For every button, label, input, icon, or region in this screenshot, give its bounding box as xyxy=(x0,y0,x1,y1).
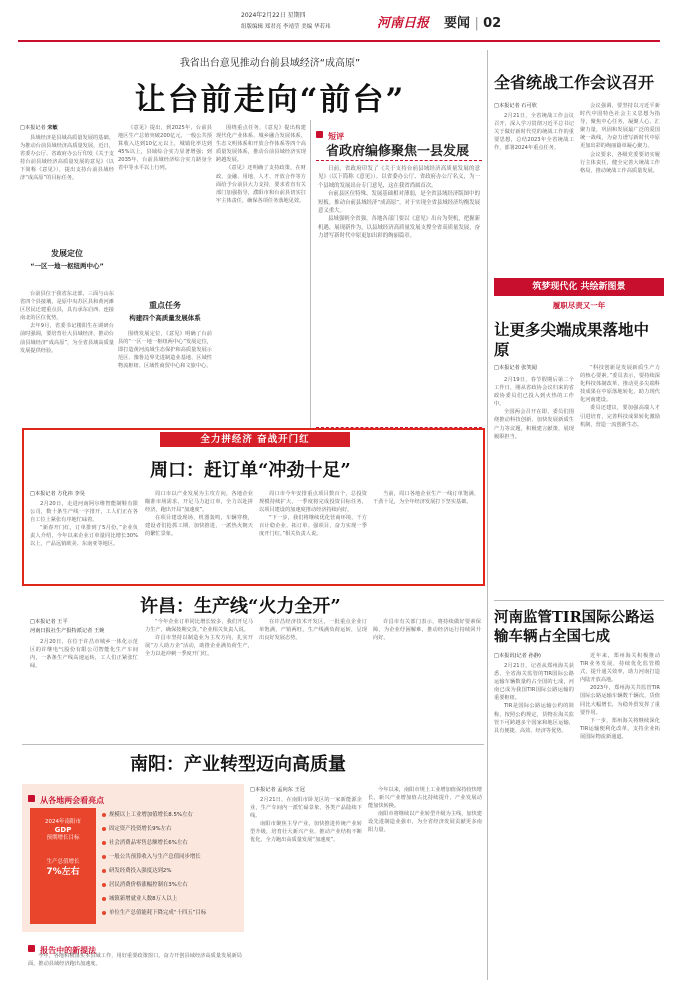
lead-paragraph: 《意见》提出，到2025年，台前县地区生产总值突破200亿元，一般公共预算收入达到10亿元以上，城镇化率达到45%以上，县域综合实力显著增强；到2035年，台前县域经济综合实力跻身全省中等水平以上行列。 xyxy=(118,125,212,172)
column-banner xyxy=(494,278,664,296)
right-bottom-paragraph: 近年来，郑州海关积极推动TIR业务发展，持续优化监管模式，提升通关效率，助力河南打造内陆开放高地。 xyxy=(580,653,660,684)
feature-byline: □本报记者 方化祎 李昊 xyxy=(30,491,85,497)
nanyang-headline: 南阳：产业转型迈向高质量 xyxy=(130,754,346,775)
feature-col3 xyxy=(259,490,367,582)
key-figure-line: 2024年南阳市 xyxy=(45,819,81,825)
infographic-title: 从各地两会看亮点 xyxy=(40,796,105,805)
nanyang-paragraph: 南阳市将继续以产业转型升级为主线，加快建设先进制造业强市，为全省经济发展贡献更多南阳力量。 xyxy=(368,811,482,834)
xuchang-headline: 许昌：生产线“火力全开” xyxy=(140,596,341,617)
lead-paragraph: 县域经济是县域高质量发展的基础。为推动台前县域经济高质量发展，近日，省委办公厅、省政府办公厅印发《关于支持台前县域经济高质量发展的意见》（以下简称《意见》），提出支持台前县域经济“成高原”的目标任务。 xyxy=(20,135,114,182)
right-mid-headline: 让更多尖端成果落地中原 xyxy=(494,320,650,359)
infographic-item xyxy=(102,838,242,852)
column-divider xyxy=(487,50,488,980)
banner-title: 筑梦现代化 共绘新图景 xyxy=(532,282,626,292)
right-top-byline: □本报记者 石可欣 xyxy=(494,103,537,109)
xuchang-col2 xyxy=(145,618,253,736)
short-news-body xyxy=(318,165,480,241)
right-mid-paragraph: 委员还建议，要加强高端人才引进培育，完善科技成果转化激励机制，营造一流创新生态。 xyxy=(580,405,660,428)
right-top-paragraph: 会议强调，要坚持以习近平新时代中国特色社会主义思想为指导，聚焦中心任务，凝聚人心、汇聚力量，巩固和发展最广泛的爱国统一战线，为奋力谱写新时代中原更加出彩的绚丽篇章凝心聚力。 xyxy=(580,103,660,150)
item-text: 固定资产投资增长9%左右 xyxy=(109,826,172,832)
item-text: 社会消费品零售总额增长6%左右 xyxy=(109,840,188,846)
item-text: 规模以上工业增加值增长8.5%左右 xyxy=(109,812,193,818)
infographic-item xyxy=(102,894,242,908)
section-divider xyxy=(22,744,484,745)
infographic-item xyxy=(102,880,242,894)
right-mid-paragraph: 全国两会召开在即，委员们围绕推动科技创新、加快发展新质生产力等议题，积极建言献策，展现履职担当。 xyxy=(494,409,574,440)
bullet-dot-icon xyxy=(102,841,106,845)
lead-col2-bottom xyxy=(118,330,212,430)
bullet-dot-icon xyxy=(102,827,106,831)
short-news-box xyxy=(316,160,482,428)
right-top-paragraph: 会议要求，各级党委要切实履行主体责任，健全完善大统战工作格局，推动统战工作高质量发展。 xyxy=(580,151,660,174)
infographic-item xyxy=(102,866,242,880)
infographic-item xyxy=(102,810,242,824)
subhead-title: 重点任务 xyxy=(149,301,181,310)
issue-date: 2024年2月22日 星期四 xyxy=(241,12,306,19)
feature-col1 xyxy=(30,500,138,582)
newspaper-logo: 河南日报 xyxy=(377,16,430,31)
infographic-item xyxy=(102,852,242,866)
report-strip-text xyxy=(28,952,242,992)
lead-subhead-tasks xyxy=(118,300,212,322)
short-news-paragraph: 县域强则全省强。各地各部门要以《意见》出台为契机，把握新机遇、展现新作为，以县域经济高质量发展支撑全省高质量发展，奋力谱写新时代中原更加出彩的绚丽篇章。 xyxy=(318,216,480,240)
item-text: 研发经费投入强度达到2% xyxy=(109,868,172,874)
xuchang-byline-2: 河南日报社生产报特派记者 王婉 xyxy=(30,628,105,634)
infographic-bullet-icon xyxy=(28,795,35,802)
nanyang-paragraph: 南阳市聚焦主导产业，加快推进传统产业转型升级，培育壮大新兴产业，推动产业结构不断优化，全力跑出高质量发展“加速度”。 xyxy=(250,821,362,844)
lead-col1-bottom xyxy=(20,290,114,430)
feature-paragraph: 2月20日，走进河南阿尔维智能制鞋有限公司，数十条生产线一字排开，工人们正在各自工位上紧张有序地忙碌着。 xyxy=(30,501,138,524)
short-news-paragraph: 台前县区位特殊、发展基础相对薄弱，是全省县域经济版图中的短板。推动台前县域经济“成高原”，对于实现全省县域经济均衡发展意义重大。 xyxy=(318,191,480,215)
lead-col3 xyxy=(216,124,306,430)
nanyang-paragraph: 2月21日，在南阳市卧龙区的一家新能源企业，生产车间内一派忙碌景象，各类产品陆续下线。 xyxy=(250,797,362,820)
lead-col1-top xyxy=(20,134,114,262)
infographic-list xyxy=(102,810,242,922)
xuchang-paragraph: 许昌市有关部门表示，将持续做好要素保障，为企业纾困解难，推动经济运行持续回升向好。 xyxy=(373,619,481,642)
lead-byline xyxy=(20,124,58,131)
lead-subhead-positioning xyxy=(20,248,114,270)
page-number: 02 xyxy=(483,16,502,31)
item-text: 单位生产总值能耗下降完成“十四五”目标 xyxy=(109,910,207,916)
byline-name: 宋敏 xyxy=(47,125,58,131)
right-top-headline: 全省统战工作会议召开 xyxy=(494,73,655,92)
report-strip-title: 报告中的新提法 xyxy=(40,946,97,955)
right-mid-col1 xyxy=(494,376,574,594)
item-text: 居民消费价格涨幅控制在3%左右 xyxy=(109,882,188,888)
xuchang-byline-1: □本报记者 王平 xyxy=(30,619,68,625)
right-bottom-headline: 河南监管TIR国际公路运输车辆占全国七成 xyxy=(494,609,655,645)
key-figure-label: 生产总值增长 xyxy=(46,859,80,865)
feature-ribbon: 全力拼经济 奋战开门红 xyxy=(160,432,350,447)
right-bottom-paragraph: 下一步，郑州海关将继续深化TIR运输便利化改革，支持企业拓展国际物流新通道。 xyxy=(580,717,660,740)
feature-paragraph: “下一步，我们将继续优化营商环境，千方百计稳企业、拓订单、强项目，奋力实现一季度开门红。”相关负责人说。 xyxy=(259,515,367,538)
feature-col2 xyxy=(145,490,253,582)
feature-col4 xyxy=(373,490,479,582)
right-bottom-paragraph: TIR是国际公路运输公约的简称，按照公约规定，货物在海关监管下可跨越多个国家和地区运输，具有便捷、高效、经济等优势。 xyxy=(494,703,574,734)
editors-line: 组版编辑 郑君亮 李靖莹 美编 华若玮 xyxy=(241,24,331,30)
right-top-col1 xyxy=(494,112,574,272)
nanyang-paragraph: 今年以来，南阳市规上工业增加值保持较快增长，新兴产业增加值占比持续提升，产业发展动能加快转换。 xyxy=(368,787,482,810)
right-mid-paragraph: 2月19日，春节假期后第二个工作日，刚从省政协会议归来的省政协委员们已投入到火热的工作中。 xyxy=(494,377,574,408)
byline-label: □本报记者 xyxy=(20,125,46,131)
report-strip-paragraph: 今年，各地积极落实本县域工作，用好重要政策窗口，奋力开创县域经济高质量发展新局面，推动县域经济跑出加速度。 xyxy=(28,953,242,968)
xuchang-paragraph: “今年企业订单同比增长较多，我们开足马力生产，确保按期交货。”企业相关负责人说。 xyxy=(145,619,253,634)
feature-paragraph: 周口市以产业发展为主攻方向，各地企业瞄准市场需求，开足马力赶订单，全力以赴拼经济，跑出开局“加速度”。 xyxy=(145,491,253,514)
right-bottom-col2 xyxy=(580,652,660,992)
header-rule xyxy=(18,40,660,42)
short-news-paragraph: 日前，省政府印发了《关于支持台前县域经济高质量发展的意见》（以下简称《意见》）。以省委办公厅、省政府办公厅名义，为一个县域的发展出台专门意见，这在我省尚属首次。 xyxy=(318,166,480,189)
xuchang-col1 xyxy=(30,638,138,736)
bullet-dot-icon xyxy=(102,813,106,817)
xuchang-paragraph: 2月20日，在位于许昌市城乡一体化示范区的许继电气股份有限公司智能化生产车间内，一条条生产线高速运转，工人们正紧张忙碌。 xyxy=(30,639,138,670)
lead-kicker: 我省出台意见推动台前县域经济“成高原” xyxy=(179,58,361,69)
feature-headline: 周口：赶订单“冲劲十足” xyxy=(150,460,351,481)
right-mid-byline: □本报记者 张笑闻 xyxy=(494,365,537,371)
short-news-label: 短评 xyxy=(328,132,345,141)
subhead-title: 发展定位 xyxy=(51,249,83,258)
bullet-dot-icon xyxy=(102,897,106,901)
section-divider xyxy=(494,600,664,601)
bullet-dot-icon xyxy=(102,869,106,873)
section-title: 要闻 xyxy=(444,16,471,31)
key-figure-line: GDP xyxy=(54,826,72,834)
item-text: 一般公共预算收入与生产总值同步增长 xyxy=(109,854,201,860)
banner-subtitle: 履职尽责又一年 xyxy=(552,301,606,310)
nanyang-col1 xyxy=(250,796,362,992)
lead-paragraph: 《意见》还明确了支持政策，在财政、金融、用地、人才、开放合作等方面给予台前县大力支持，要求省直有关部门加强指导，濮阳市和台前县切实扛牢主体责任，确保各项任务落地见效。 xyxy=(216,165,306,204)
feature-paragraph: 周口市今年安排重点项目数百个，总投资规模持续扩大，一季度将完成投资目标任务，以项目建设的加速度推动经济持续向好。 xyxy=(259,491,367,514)
right-mid-paragraph: “科技创新是发展新质生产力的核心要素。”委员表示，要持续深化科技体制改革，推动更多尖端科技成果在中原落地转化，助力现代化河南建设。 xyxy=(580,365,660,404)
item-text: 城镇新增就业人数8万人以上 xyxy=(109,896,178,902)
infographic-key-figure xyxy=(30,808,96,924)
lead-paragraph: 去年9月，省委书记楼阳生在调研台前时强调，要培育壮大县域经济，推动台前县域经济“成高原”，为全省县域高质量发展提供经验。 xyxy=(20,323,114,354)
feature-paragraph: 当前，周口各地企业生产一线订单饱满、干劲十足，为全年经济发展打下坚实基础。 xyxy=(373,491,479,506)
right-bottom-col1 xyxy=(494,662,574,992)
key-figure-line: 预期增长目标 xyxy=(46,835,80,841)
short-news-headline: 省政府编修聚焦一县发展 xyxy=(326,144,470,159)
lead-headline: 让台前走向“前台” xyxy=(134,82,406,118)
tag-bullet-icon xyxy=(316,131,323,138)
right-top-col2 xyxy=(580,102,660,272)
bullet-dot-icon xyxy=(102,911,106,915)
xuchang-col4 xyxy=(373,618,481,736)
report-bullet-icon xyxy=(28,945,35,952)
xuchang-col3 xyxy=(259,618,367,736)
right-top-paragraph: 2月21日，全省统战工作会议召开，深入学习贯彻习近平总书记关于做好新时代党的统战工作的重要思想，总结2023年全省统战工作，部署2024年重点任务。 xyxy=(494,113,574,152)
lead-paragraph: 台前县位于我省东北部，三面与山东省四个县接壤，是原中央苏区县和黄河滩区居民迁建重点县，具有承东启西、连接南北的区位优势。 xyxy=(20,291,114,322)
nanyang-byline: □本报记者 孟向东 王冠 xyxy=(250,787,305,793)
lead-paragraph: 围绕发展定位，《意见》明确了台前县的“一区一地一枢纽两中心”发展定位，即打造黄河流域生态保护和高质量发展示范区、豫鲁边界先进制造业基地、区域性物流枢纽、区域性商贸中心和文旅中心。 xyxy=(118,331,212,370)
bullet-dot-icon xyxy=(102,883,106,887)
subhead-detail: “一区一地一枢纽两中心” xyxy=(30,262,104,270)
right-bottom-byline: □本报讯(记者 孙静) xyxy=(494,653,541,659)
lead-col2-top xyxy=(118,124,212,290)
infographic-item xyxy=(102,824,242,838)
xuchang-paragraph: 许昌市坚持以制造业为主攻方向，扎实开展“万人助万企”活动，助推企业满负荷生产，全力以赴冲刺一季度开门红。 xyxy=(145,635,253,658)
infographic-item xyxy=(102,908,242,922)
nanyang-col2 xyxy=(368,786,482,992)
feature-paragraph: 在项目建设现场，机器轰鸣，车辆穿梭，建设者们抢抓工期、加快推进，一派热火朝天的繁忙景象。 xyxy=(145,515,253,538)
right-mid-col2 xyxy=(580,364,660,594)
bullet-dot-icon xyxy=(102,855,106,859)
infographic-header xyxy=(28,788,104,807)
section-name: 要闻 | 02 xyxy=(444,16,502,31)
lead-paragraph: 围绕重点任务，《意见》提出构建现代化产业体系、城乡融合发展体系、生态文明体系和开放合作体系等四个高质量发展体系，推动台前县域经济实现跨越发展。 xyxy=(216,125,306,164)
column-divider xyxy=(310,120,311,428)
right-bottom-paragraph: 2023年，郑州海关共监管TIR国际公路运输车辆数千辆次，货值同比大幅增长，为稳外贸发挥了重要作用。 xyxy=(580,685,660,716)
right-bottom-paragraph: 2月21日，记者从郑州海关获悉，全省海关监管的TIR国际公路运输车辆数量约占全国的七成，河南已成为我国TIR国际公路运输的重要枢纽。 xyxy=(494,663,574,702)
xuchang-byline xyxy=(30,618,140,634)
subhead-detail: 构建四个高质量发展体系 xyxy=(129,314,201,322)
key-figure-value: 7%左右 xyxy=(46,867,80,877)
xuchang-paragraph: 在许昌经济技术开发区，一批重点企业订单饱满、产销两旺，生产线满负荷运转，呈现出良好发展态势。 xyxy=(259,619,367,642)
feature-paragraph: “新春开门红，订单排到了5月份。”企业负责人介绍，今年以来企业订单量同比增长30%以上，产品远销欧美、东南亚等地区。 xyxy=(30,525,138,548)
